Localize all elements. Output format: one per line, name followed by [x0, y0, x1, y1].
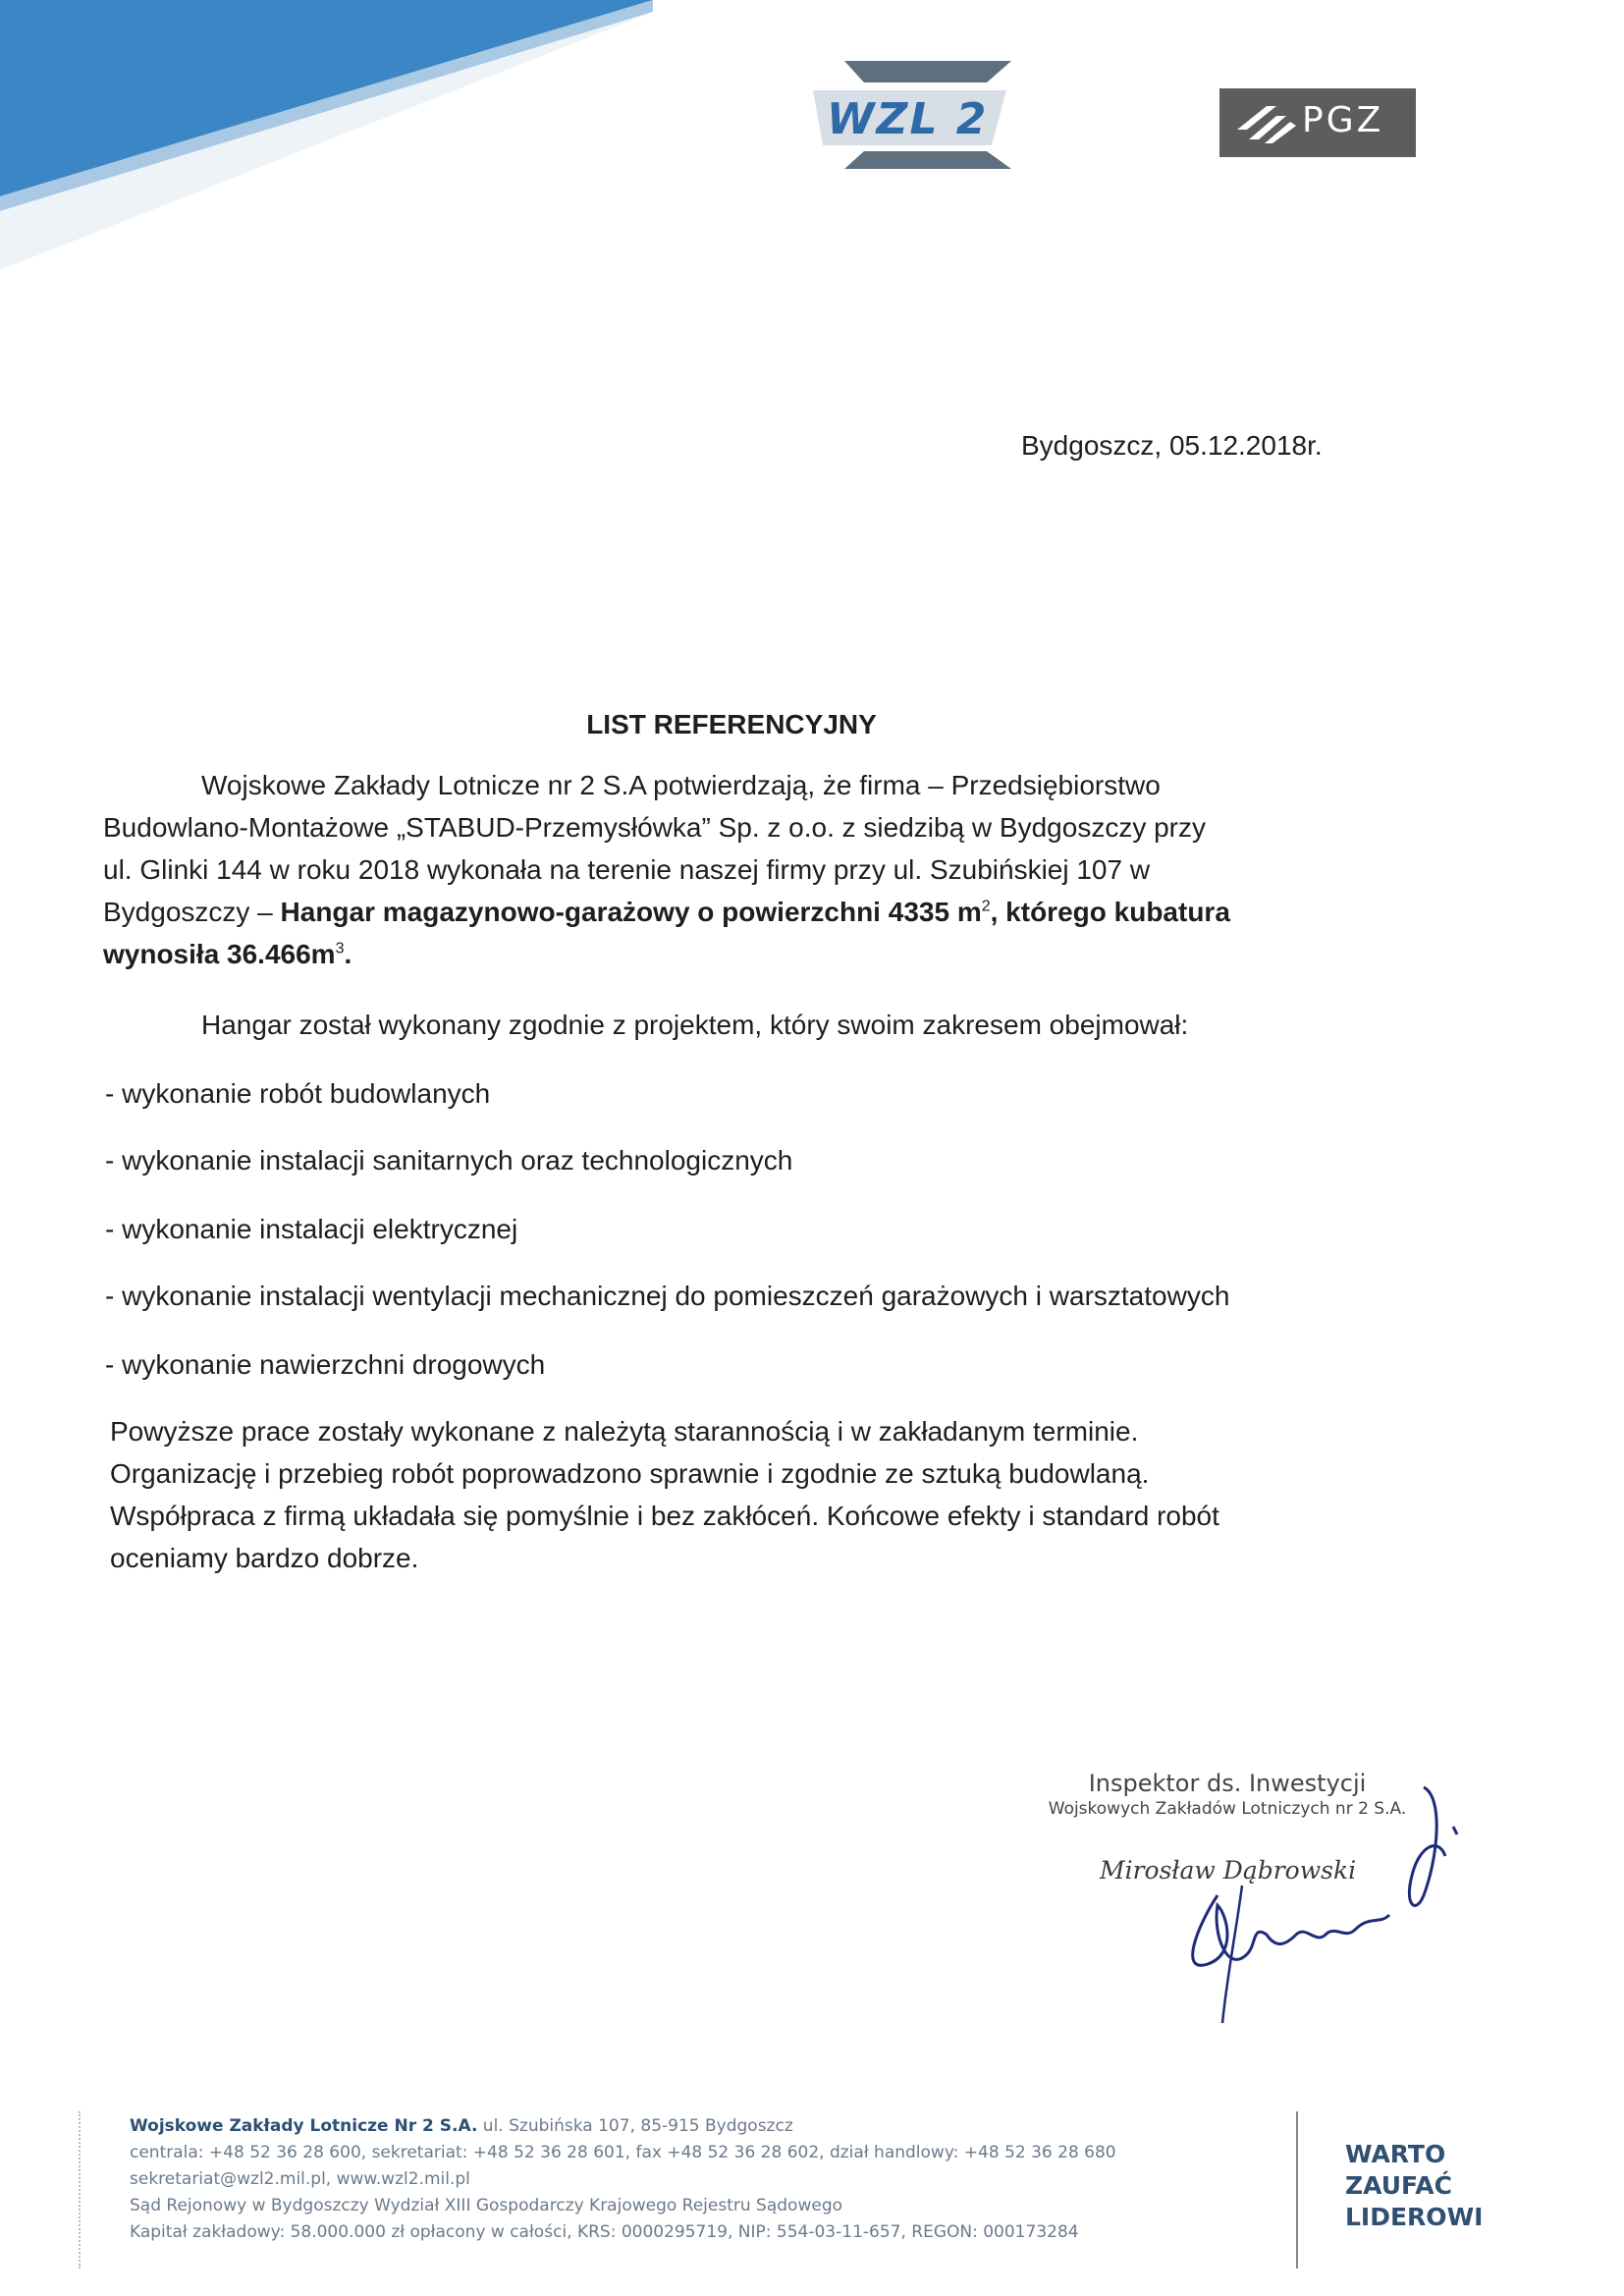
superscript: 2: [981, 898, 991, 915]
superscript: 3: [335, 940, 345, 957]
footer-line-court: Sąd Rejonowy w Bydgoszczy Wydział XIII Gospodarczy Krajowego Rejestru Sądowego: [130, 2196, 843, 2215]
handwritten-signature: [1159, 1777, 1473, 2033]
paragraph-line: Wojskowe Zakłady Lotnicze nr 2 S.A potwierdzają, że firma – Przedsiębiorstwo: [201, 770, 1161, 800]
footer-slogan: [1345, 2139, 1483, 2233]
hangar-description: Hangar magazynowo-garażowy o powierzchni 4335 m: [280, 897, 982, 927]
wzl2-logo-text: WZL 2: [827, 94, 989, 144]
stamp-name: Mirosław Dąbrowski: [1100, 1856, 1357, 1885]
paragraph-line: ul. Glinki 144 w roku 2018 wykonała na terenie naszej firmy przy ul. Szubińskiej 107 w: [103, 854, 1151, 885]
paragraph-line: Organizację i przebieg robót poprowadzono sprawnie i zgodnie ze sztuką budowlaną.: [110, 1458, 1150, 1489]
footer-company-info: [130, 2113, 1288, 2246]
period: .: [344, 939, 352, 969]
pgz-logo: [1219, 88, 1416, 157]
slogan-line: ZAUFAĆ: [1345, 2171, 1452, 2200]
footer-line-capital: Kapitał zakładowy: 58.000.000 zł opłacony w całości, KRS: 0000295719, NIP: 554-03-11-657, REGON: 000173284: [130, 2222, 1079, 2242]
footer-line-web: sekretariat@wzl2.mil.pl, www.wzl2.mil.pl: [130, 2169, 470, 2189]
slogan-line: WARTO: [1345, 2140, 1446, 2168]
volume-text: wynosiła 36.466m: [103, 939, 336, 969]
wzl2-logo: [805, 61, 1011, 169]
paragraph-line: [103, 891, 1365, 933]
pgz-logo-mark: [1237, 102, 1296, 143]
footer-address: ul. Szubińska 107, 85-915 Bydgoszcz: [477, 2116, 793, 2136]
paragraph-line: oceniamy bardzo dobrze.: [110, 1543, 419, 1573]
paragraph-scope: Hangar został wykonany zgodnie z projektem, który swoim zakresem obejmował:: [201, 1010, 1189, 1040]
list-item: - wykonanie instalacji wentylacji mechanicznej do pomieszczeń garażowych i warsztatowych: [105, 1281, 1230, 1311]
paragraph-line: Budowlano-Montażowe „STABUD-Przemysłówka” Sp. z o.o. z siedzibą w Bydgoszczy przy: [103, 812, 1206, 843]
footer-divider-left: [79, 2111, 81, 2269]
stamp-organization: Wojskowych Zakładów Lotniczych nr 2 S.A.: [1048, 1799, 1407, 1819]
slogan-line: LIDEROWI: [1345, 2203, 1484, 2231]
paragraph-assessment: [110, 1410, 1377, 1579]
footer-line-phones: centrala: +48 52 36 28 600, sekretariat: +48 52 36 28 601, fax +48 52 36 28 602, dział handlowy: +48 52 36 28 680: [130, 2143, 1116, 2162]
pgz-logo-text: PGZ: [1302, 100, 1384, 140]
header-corner-decoration: [0, 0, 687, 275]
paragraph-line: Współpraca z firmą układała się pomyślnie i bez zakłóceń. Końcowe efekty i standard robót: [110, 1501, 1219, 1531]
footer-company-name: Wojskowe Zakłady Lotnicze Nr 2 S.A.: [130, 2116, 478, 2136]
paragraph-text: Bydgoszczy –: [103, 897, 281, 927]
paragraph-line: Powyższe prace zostały wykonane z należytą starannością i w zakładanym terminie.: [110, 1416, 1139, 1447]
list-item: - wykonanie nawierzchni drogowych: [105, 1349, 546, 1380]
hangar-description-cont: , którego kubatura: [990, 897, 1230, 927]
letter-date: Bydgoszcz, 05.12.2018r.: [1021, 430, 1323, 461]
letter-title: LIST REFERENCYJNY: [586, 709, 877, 739]
paragraph-line: [103, 933, 1365, 975]
footer-line-company: [130, 2113, 1288, 2140]
footer-divider-right: [1296, 2111, 1299, 2269]
list-item: - wykonanie instalacji elektrycznej: [105, 1214, 518, 1244]
paragraph-reference: [103, 764, 1365, 975]
list-item: - wykonanie robót budowlanych: [105, 1078, 491, 1109]
stamp-title: Inspektor ds. Inwestycji: [1088, 1770, 1367, 1797]
list-item: - wykonanie instalacji sanitarnych oraz technologicznych: [105, 1145, 793, 1175]
